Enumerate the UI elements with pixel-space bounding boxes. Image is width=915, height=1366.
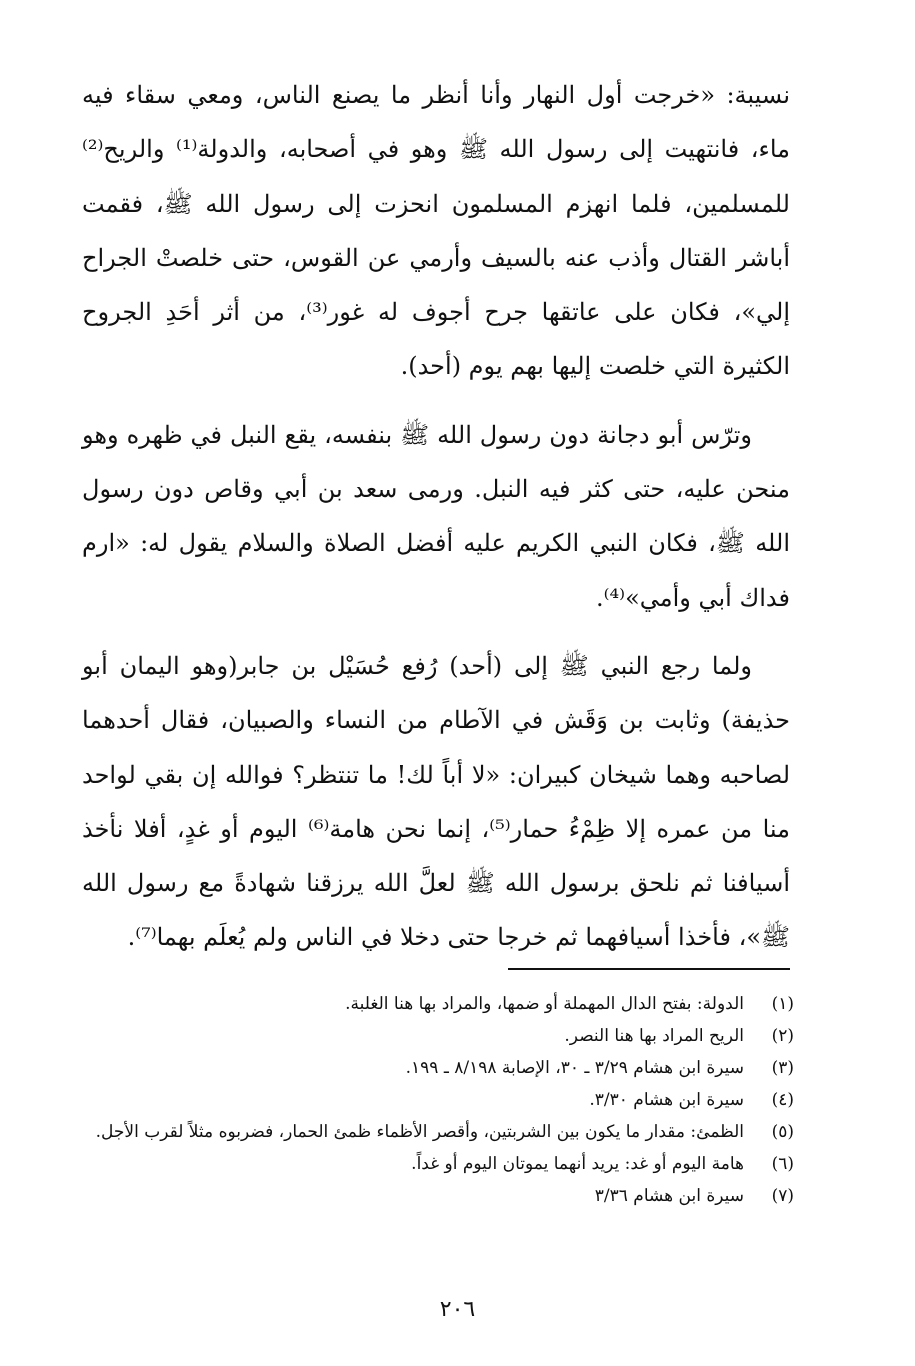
footnotes	[82, 988, 794, 1212]
footnote	[82, 1020, 794, 1052]
footnote-number: (٥)	[771, 1122, 794, 1142]
footnote-number: (٣)	[771, 1058, 794, 1078]
footnote	[82, 1180, 794, 1212]
footnote	[82, 1116, 794, 1148]
paragraph: ولما رجع النبي ﷺ إلى (أحد) رُفع حُسَيْل بن جابر(وهو اليمان أبو حذيفة) وثابت بن وَقَش في الآطام من النساء والصبيان، فقال أحدهما لصاحبه وهما شيخان كبيران: «لا أباً لك! ما تنتظر؟ فوالله إن بقي لواحد منا من عمره إلا ظِمْءُ حمار⁽⁵⁾، إنما نحن هامة⁽⁶⁾ اليوم أو غدٍ، أفلا نأخذ أسيافنا ثم نلحق برسول الله ﷺ لعلَّ الله يرزقنا شهادةً مع رسول الله ﷺ»، فأخذا أسيافهما ثم خرجا حتى دخلا في الناس ولم يُعلَم بهما⁽⁷⁾.	[82, 651, 790, 952]
footnote-text: الريح المراد بها هنا النصر.	[564, 1026, 744, 1046]
footnote-number: (١)	[771, 994, 794, 1014]
footnote-number: (٤)	[771, 1090, 794, 1110]
footnote-number: (٢)	[771, 1026, 794, 1046]
footnote-text: سيرة ابن هشام ٣/٣٦	[594, 1186, 744, 1206]
paragraph: وترّس أبو دجانة دون رسول الله ﷺ بنفسه، يقع النبل في ظهره وهو منحن عليه، حتى كثر فيه النبل. ورمى سعد بن أبي وقاص دون رسول الله ﷺ، فكان النبي الكريم عليه أفضل الصلاة والسلام يقول له: «ارم فداك أبي وأمي»⁽⁴⁾.	[82, 420, 790, 612]
paragraph: نسيبة: «خرجت أول النهار وأنا أنظر ما يصنع الناس، ومعي سقاء فيه ماء، فانتهيت إلى رسول الله ﷺ وهو في أصحابه، والدولة⁽¹⁾ والريح⁽²⁾ للمسلمين، فلما انهزم المسلمون انحزت إلى رسول الله ﷺ، فقمت أباشر القتال وأذب عنه بالسيف وأرمي عن القوس، حتى خلصتْ الجراح إلي»، فكان على عاتقها جرح أجوف له غور⁽³⁾، من أثر أحَدِ الجروح الكثيرة التي خلصت إليها بهم يوم (أحد).	[82, 81, 791, 381]
footnote-text: الظمئ: مقدار ما يكون بين الشربتين، وأقصر الأظماء ظمئ الحمار، فضربوه مثلاً لقرب الأجل.	[95, 1122, 744, 1142]
footnote	[82, 1052, 794, 1084]
footnote-text: الدولة: بفتح الدال المهملة أو ضمها، والمراد بها هنا الغلبة.	[345, 994, 744, 1014]
footnote-text: سيرة ابن هشام ٣/٢٩ ـ ٣٠، الإصابة ٨/١٩٨ ـ ١٩٩.	[405, 1058, 744, 1078]
footnote-text: هامة اليوم أو غد: يريد أنهما يموتان اليوم أو غداً.	[411, 1154, 744, 1174]
footnote-divider	[508, 968, 790, 970]
footnote-number: (٦)	[771, 1154, 794, 1174]
footnote	[82, 1148, 794, 1180]
footnote-text: سيرة ابن هشام ٣/٣٠.	[589, 1090, 744, 1110]
footnote	[82, 1084, 794, 1116]
footnote-number: (٧)	[771, 1186, 794, 1206]
main-text	[82, 68, 790, 965]
page-number: ٢٠٦	[439, 1297, 476, 1322]
footnote	[82, 988, 794, 1020]
